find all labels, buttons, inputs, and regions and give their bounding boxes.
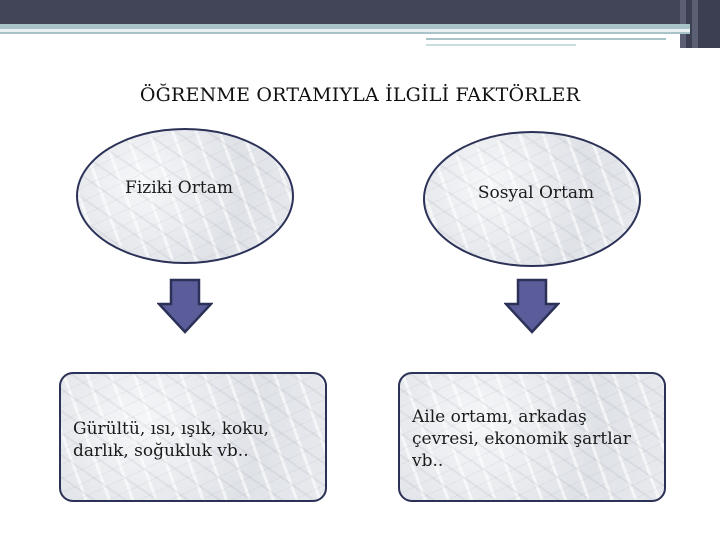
slide-top-bar bbox=[0, 0, 720, 24]
node-physical-environment bbox=[76, 128, 294, 264]
decor-line-highlight bbox=[0, 29, 690, 32]
detail-text: Gürültü, ısı, ışık, koku, darlık, soğukluk vb.. bbox=[73, 419, 269, 461]
detail-box-physical bbox=[59, 372, 327, 502]
node-label: Sosyal Ortam bbox=[477, 183, 595, 203]
detail-text: Aile ortamı, arkadaş çevresi, ekonomik şartlar vb.. bbox=[412, 407, 631, 471]
down-arrow-icon bbox=[157, 278, 213, 334]
page-title: ÖĞRENME ORTAMIYLA İLGİLİ FAKTÖRLER bbox=[139, 84, 581, 106]
node-label: Fiziki Ortam bbox=[125, 178, 233, 198]
decor-short-line bbox=[426, 38, 666, 40]
decor-short-line bbox=[426, 44, 576, 46]
down-arrow-icon bbox=[504, 278, 560, 334]
detail-box-social bbox=[398, 372, 666, 502]
node-social-environment bbox=[423, 131, 641, 267]
